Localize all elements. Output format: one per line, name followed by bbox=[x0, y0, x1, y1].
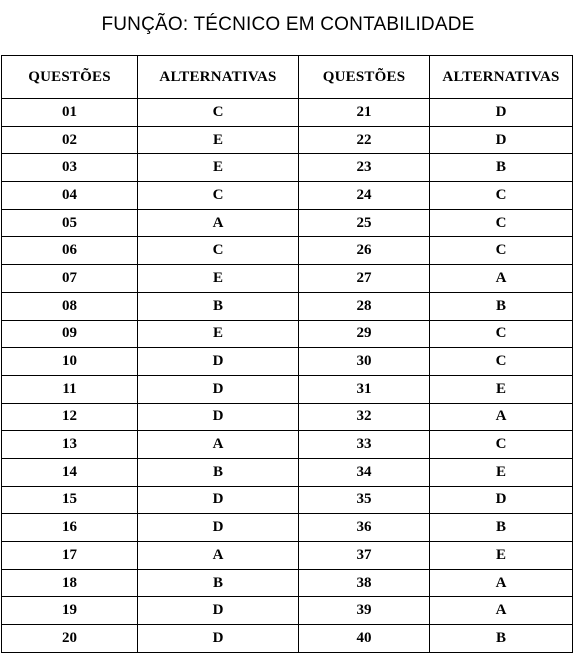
question-number-cell: 11 bbox=[2, 375, 138, 403]
table-row bbox=[2, 182, 573, 210]
alternative-cell: E bbox=[430, 375, 573, 403]
table-row bbox=[2, 514, 573, 542]
alternative-cell: B bbox=[430, 154, 573, 182]
alternative-cell: D bbox=[430, 126, 573, 154]
question-number-cell: 09 bbox=[2, 320, 138, 348]
alternative-cell: C bbox=[138, 237, 299, 265]
table-row bbox=[2, 431, 573, 459]
question-number-cell: 35 bbox=[299, 486, 430, 514]
question-number-cell: 12 bbox=[2, 403, 138, 431]
question-number-cell: 08 bbox=[2, 292, 138, 320]
alternative-cell: E bbox=[138, 154, 299, 182]
alternative-cell: D bbox=[430, 486, 573, 514]
alternative-cell: B bbox=[138, 569, 299, 597]
question-number-cell: 28 bbox=[299, 292, 430, 320]
table-row bbox=[2, 458, 573, 486]
alternative-cell: E bbox=[430, 542, 573, 570]
question-number-cell: 20 bbox=[2, 625, 138, 653]
alternative-cell: D bbox=[138, 625, 299, 653]
question-number-cell: 18 bbox=[2, 569, 138, 597]
alternative-cell: A bbox=[138, 209, 299, 237]
column-header-questions: QUESTÕES bbox=[299, 56, 430, 99]
question-number-cell: 07 bbox=[2, 265, 138, 293]
question-number-cell: 39 bbox=[299, 597, 430, 625]
alternative-cell: E bbox=[430, 458, 573, 486]
table-row bbox=[2, 569, 573, 597]
question-number-cell: 03 bbox=[2, 154, 138, 182]
question-number-cell: 40 bbox=[299, 625, 430, 653]
alternative-cell: D bbox=[138, 375, 299, 403]
alternative-cell: C bbox=[430, 182, 573, 210]
column-header-alternatives: ALTERNATIVAS bbox=[430, 56, 573, 99]
table-row bbox=[2, 154, 573, 182]
question-number-cell: 02 bbox=[2, 126, 138, 154]
alternative-cell: D bbox=[138, 597, 299, 625]
alternative-cell: C bbox=[138, 99, 299, 127]
alternative-cell: D bbox=[138, 403, 299, 431]
table-row bbox=[2, 292, 573, 320]
alternative-cell: A bbox=[430, 403, 573, 431]
alternative-cell: C bbox=[138, 182, 299, 210]
table-row bbox=[2, 99, 573, 127]
alternative-cell: C bbox=[430, 237, 573, 265]
alternative-cell: B bbox=[430, 292, 573, 320]
table-row bbox=[2, 126, 573, 154]
table-row bbox=[2, 237, 573, 265]
page-title: FUNÇÃO: TÉCNICO EM CONTABILIDADE bbox=[101, 14, 475, 35]
table-row bbox=[2, 625, 573, 653]
alternative-cell: B bbox=[430, 514, 573, 542]
alternative-cell: A bbox=[138, 431, 299, 459]
question-number-cell: 34 bbox=[299, 458, 430, 486]
alternative-cell: C bbox=[430, 431, 573, 459]
question-number-cell: 10 bbox=[2, 348, 138, 376]
header-row bbox=[2, 56, 573, 99]
table-row bbox=[2, 320, 573, 348]
alternative-cell: E bbox=[138, 265, 299, 293]
question-number-cell: 23 bbox=[299, 154, 430, 182]
table-row bbox=[2, 209, 573, 237]
table-row bbox=[2, 265, 573, 293]
table-row bbox=[2, 375, 573, 403]
question-number-cell: 27 bbox=[299, 265, 430, 293]
question-number-cell: 22 bbox=[299, 126, 430, 154]
question-number-cell: 04 bbox=[2, 182, 138, 210]
question-number-cell: 15 bbox=[2, 486, 138, 514]
alternative-cell: A bbox=[430, 265, 573, 293]
question-number-cell: 14 bbox=[2, 458, 138, 486]
alternative-cell: A bbox=[138, 542, 299, 570]
question-number-cell: 13 bbox=[2, 431, 138, 459]
question-number-cell: 36 bbox=[299, 514, 430, 542]
question-number-cell: 06 bbox=[2, 237, 138, 265]
alternative-cell: B bbox=[138, 458, 299, 486]
question-number-cell: 33 bbox=[299, 431, 430, 459]
question-number-cell: 21 bbox=[299, 99, 430, 127]
question-number-cell: 29 bbox=[299, 320, 430, 348]
alternative-cell: C bbox=[430, 209, 573, 237]
alternative-cell: D bbox=[138, 486, 299, 514]
column-header-questions: QUESTÕES bbox=[2, 56, 138, 99]
column-header-alternatives: ALTERNATIVAS bbox=[138, 56, 299, 99]
alternative-cell: C bbox=[430, 348, 573, 376]
question-number-cell: 30 bbox=[299, 348, 430, 376]
question-number-cell: 26 bbox=[299, 237, 430, 265]
question-number-cell: 01 bbox=[2, 99, 138, 127]
question-number-cell: 16 bbox=[2, 514, 138, 542]
alternative-cell: E bbox=[138, 320, 299, 348]
table-row bbox=[2, 597, 573, 625]
question-number-cell: 38 bbox=[299, 569, 430, 597]
alternative-cell: A bbox=[430, 597, 573, 625]
alternative-cell: A bbox=[430, 569, 573, 597]
question-number-cell: 25 bbox=[299, 209, 430, 237]
alternative-cell: D bbox=[430, 99, 573, 127]
table-row bbox=[2, 348, 573, 376]
question-number-cell: 05 bbox=[2, 209, 138, 237]
answer-key-table bbox=[1, 55, 573, 653]
question-number-cell: 19 bbox=[2, 597, 138, 625]
table-row bbox=[2, 403, 573, 431]
alternative-cell: D bbox=[138, 514, 299, 542]
alternative-cell: B bbox=[430, 625, 573, 653]
question-number-cell: 37 bbox=[299, 542, 430, 570]
table-row bbox=[2, 486, 573, 514]
question-number-cell: 32 bbox=[299, 403, 430, 431]
question-number-cell: 17 bbox=[2, 542, 138, 570]
question-number-cell: 31 bbox=[299, 375, 430, 403]
alternative-cell: B bbox=[138, 292, 299, 320]
question-number-cell: 24 bbox=[299, 182, 430, 210]
alternative-cell: E bbox=[138, 126, 299, 154]
alternative-cell: C bbox=[430, 320, 573, 348]
table-row bbox=[2, 542, 573, 570]
alternative-cell: D bbox=[138, 348, 299, 376]
